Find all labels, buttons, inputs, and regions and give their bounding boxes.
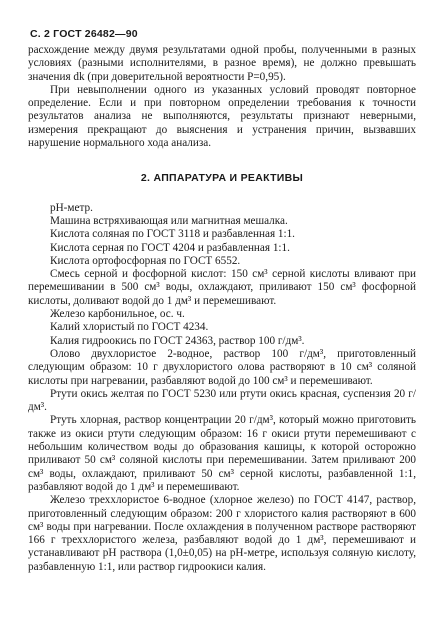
item-tin-chloride: Олово двухлористое 2-водное, раствор 100 г/дм³, приготовленный следующим образом: 10 г двухлористого олова растворяют в 10 см³ соляной кислоты при нагревании, разбавляют водой до 100 см³ и перемешивают.	[28, 347, 416, 387]
intro-paragraph-1: расхождение между двумя результатами одной пробы, полученными в разных условиях (разными исполнителями, в разное время), не должно превышать значения dk (при доверительной вероятности P=0,95).	[28, 44, 416, 83]
intro-paragraph-2: При невыполнении одного из указанных условий проводят повторное определение. Если и при повторном определении требования к точности результатов анализа не выполняются, результаты признают неверными, измерения прекращают до выяснения и устранения причин, вызвавших нарушение нормального хода анализа.	[28, 83, 416, 150]
item-acid-mixture: Смесь серной и фосфорной кислот: 150 см³ серной кислоты вливают при перемешивании в 500 см³ воды, охлаждают, приливают 150 см³ фосфорной кислоты, доливают водой до 1 дм³ и перемешивают.	[28, 268, 416, 307]
section-heading: 2. АППАРАТУРА И РЕАКТИВЫ	[140, 172, 304, 185]
item-shaker: Машина встряхивающая или магнитная мешалка.	[50, 214, 288, 227]
item-phosphoric-acid: Кислота ортофосфорная по ГОСТ 6552.	[50, 254, 241, 267]
item-potassium-hydroxide: Калия гидроокись по ГОСТ 24363, раствор 100 г/дм³.	[50, 334, 305, 347]
page-header: С. 2 ГОСТ 26482—90	[30, 28, 138, 40]
item-carbonyl-iron: Железо карбонильное, ос. ч.	[50, 308, 185, 321]
document-body	[28, 44, 416, 574]
item-mercury-oxide: Ртути окись желтая по ГОСТ 5230 или ртути окись красная, суспензия 20 г/дм³.	[28, 387, 416, 414]
item-mercury-chloride: Ртуть хлорная, раствор концентрации 20 г/дм³, который можно приготовить также из окиси ртути следующим образом: 16 г окиси ртути перемешивают с небольшим количеством воды до образования кашицы, к которой осторожно приливают 50 см³ соляной кислоты при перемешивании. Затем приливают 200 см³ воды, охлаждают, приливают 50 см³ серной кислоты, разбавленной 1:1, разбавляют водой до 1 дм³ и перемешивают.	[28, 414, 416, 493]
item-sulfuric-acid: Кислота серная по ГОСТ 4204 и разбавленная 1:1.	[50, 241, 290, 254]
item-ph-meter: рН-метр.	[50, 201, 93, 214]
item-iron-trichloride: Железо треххлористое 6-водное (хлорное железо) по ГОСТ 4147, раствор, приготовленный следующим образом: 200 г хлористого калия растворяют в 600 см³ воды при нагревании. После охлаждения в полученном растворе растворяют 166 г треххлористого железа, разбавляют водой до 1 дм³, перемешивают и устанавливают pH раствора (1,0±0,05) на рН-метре, используя соляную кислоту, разбавленную 1:1, или раствор гидроокиси калия.	[28, 494, 416, 573]
item-potassium-chloride: Калий хлористый по ГОСТ 4234.	[50, 321, 209, 334]
item-hydrochloric-acid: Кислота соляная по ГОСТ 3118 и разбавленная 1:1.	[50, 228, 295, 241]
